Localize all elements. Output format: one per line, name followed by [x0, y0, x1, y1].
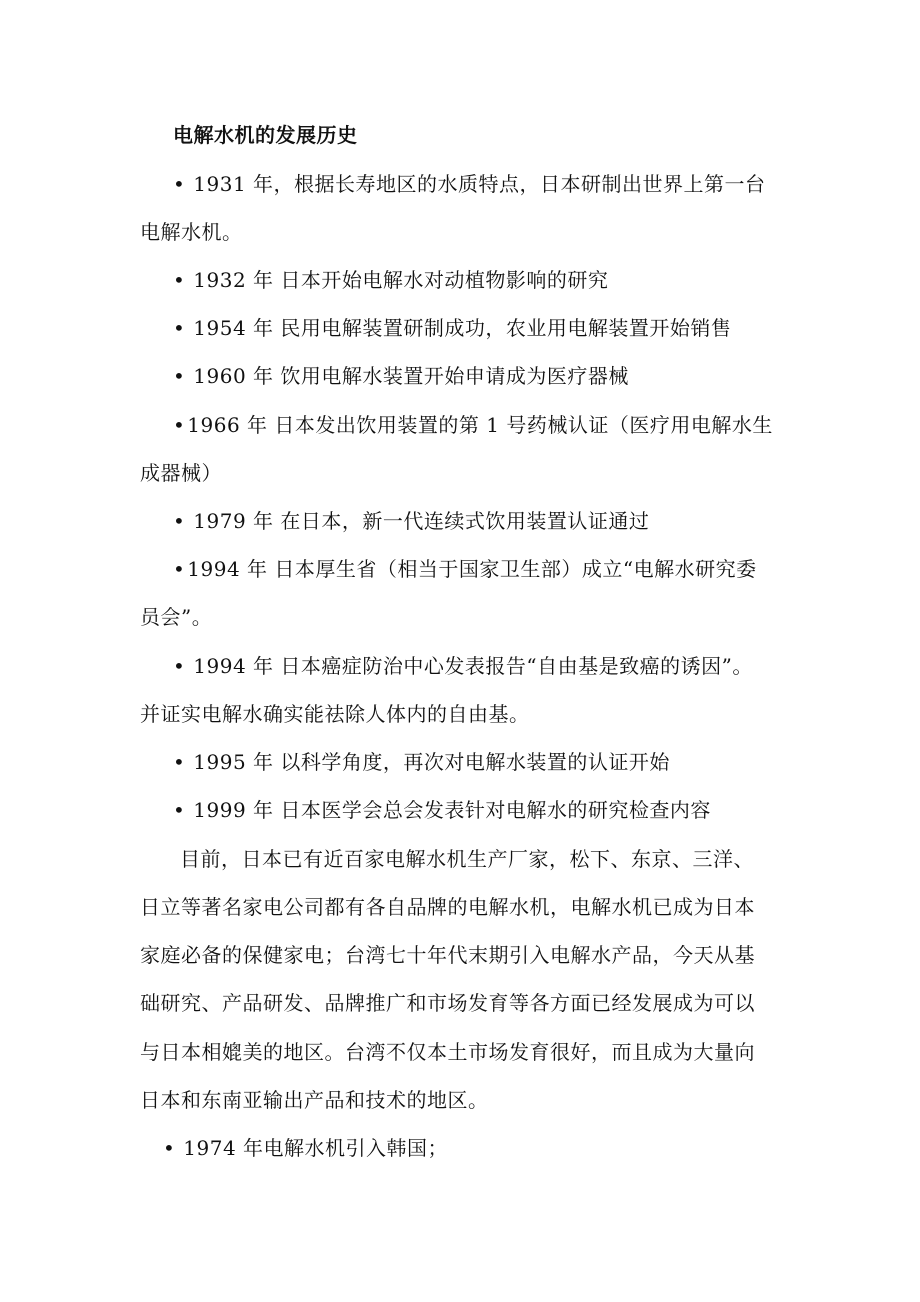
list-item: • 1995 年 以科学角度，再次对电解水装置的认证开始 — [173, 750, 670, 774]
list-item: • 1999 年 日本医学会总会发表针对电解水的研究检查内容 — [173, 798, 711, 822]
list-item-continuation: 电解水机。 — [140, 220, 243, 244]
paragraph-line: 日立等著名家电公司都有各自品牌的电解水机，电解水机已成为日本 — [140, 895, 755, 919]
list-item: • 1954 年 民用电解装置研制成功，农业用电解装置开始销售 — [173, 316, 732, 340]
list-item: • 1979 年 在日本，新一代连续式饮用装置认证通过 — [173, 509, 650, 533]
bullet-icon: • — [173, 316, 186, 340]
bullet-icon: • — [173, 654, 186, 678]
document-title: 电解水机的发展历史 — [173, 123, 358, 147]
bullet-icon: • — [173, 509, 186, 533]
bullet-icon: • — [173, 268, 186, 292]
list-item: • 1966 年 日本发出饮用装置的第 1 号药械认证（医疗用电解水生 — [173, 413, 773, 437]
list-item-continuation: 员会”。 — [140, 605, 213, 629]
list-item: • 1994 年 日本癌症防治中心发表报告“自由基是致癌的诱因”。 — [173, 654, 753, 678]
bullet-icon: • — [163, 1136, 176, 1160]
paragraph-line: 础研究、产品研发、品牌推广和市场发育等各方面已经发展成为可以 — [140, 991, 755, 1015]
list-item-continuation: 并证实电解水确实能祛除人体内的自由基。 — [140, 702, 530, 726]
list-item: • 1960 年 饮用电解水装置开始申请成为医疗器械 — [173, 364, 629, 388]
paragraph-line: 家庭必备的保健家电；台湾七十年代末期引入电解水产品，今天从基 — [140, 943, 755, 967]
paragraph-line: 日本和东南亚输出产品和技术的地区。 — [140, 1088, 489, 1112]
list-item-continuation: 成器械） — [140, 461, 222, 485]
paragraph-line: 目前，日本已有近百家电解水机生产厂家，松下、东京、三洋、 — [180, 847, 754, 871]
list-item: • 1931 年，根据长寿地区的水质特点，日本研制出世界上第一台 — [173, 172, 766, 196]
bullet-icon: • — [173, 750, 186, 774]
bullet-icon: • — [173, 413, 186, 437]
bullet-icon: • — [173, 557, 186, 581]
bullet-icon: • — [173, 798, 186, 822]
list-item: • 1932 年 日本开始电解水对动植物影响的研究 — [173, 268, 609, 292]
bullet-icon: • — [173, 364, 186, 388]
bullet-icon: • — [173, 172, 186, 196]
paragraph-line: 与日本相媲美的地区。台湾不仅本土市场发育很好，而且成为大量向 — [140, 1040, 755, 1064]
list-item: • 1974 年电解水机引入韩国； — [163, 1136, 449, 1160]
list-item: • 1994 年 日本厚生省（相当于国家卫生部）成立“电解水研究委 — [173, 557, 757, 581]
